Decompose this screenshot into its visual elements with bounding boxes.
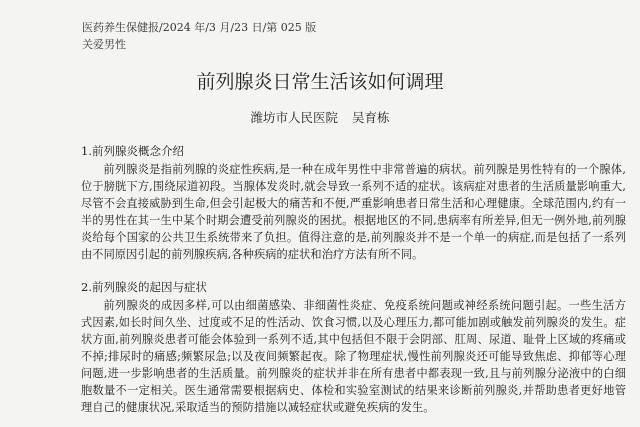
section-heading: 1.前列腺炎概念介绍	[81, 144, 184, 158]
source-line: 医药养生保健报/2024 年/3 月/23 日/第 025 版	[82, 21, 317, 34]
section-causes-symptoms	[81, 279, 626, 416]
section-body: 前列腺炎的成因多样,可以由细菌感染、非细菌性炎症、免疫系统问题或神经系统问题引起。一些生活方式因素,如长时间久坐、过度或不足的性活动、饮食习惯,以及心理压力,都可能加剧或触发前列腺炎的发生。症状方面,前列腺炎患者可能会体验到一系列不适,其中包括但不限于会阴部、肛周、尿道、耻骨上区域的疼痛或不掉;排尿时的痛感;频繁尿急;以及夜间频繁起夜。除了物理症状,慢性前列腺炎还可能导致焦虑、抑郁等心理问题,进一步影响患者的生活质量。前列腺炎的症状并非在所有患者中都表现一致,且与前列腺分泌液中的白细胞数量不一定相关。医生通常需要根据病史、体检和实验室测试的结果来诊断前列腺炎,并帮助患者更好地管理自己的健康状况,采取适当的预防措施以减轻症状或避免疾病的发生。	[81, 299, 626, 414]
section-body: 前列腺炎是指前列腺的炎症性疾病,是一种在成年男性中非常普遍的病状。前列腺是男性特有的一个腺体,位于膀胱下方,围绕尿道初段。当腺体发炎时,就会导致一系列不适的症状。该病症对患者的生活质量影响重大,尽管不会直接威胁到生命,但会引起极大的痛苦和不便,严重影响患者日常生活和心理健康。全球范围内,约有一半的男性在其一生中某个时期会遭受前列腺炎的困扰。根据地区的不同,患病率有所差异,但无一例外地,前列腺炎给每个国家的公共卫生系统带来了负担。值得注意的是,前列腺炎并不是一个单一的病症,而是包括了一系列由不同原因引起的前列腺疾病,各种疾病的症状和治疗方法有所不同。	[81, 163, 626, 261]
article-title: 前列腺炎日常生活该如何调理	[196, 71, 444, 93]
column-label: 关爱男性	[82, 38, 126, 51]
section-concept	[81, 143, 626, 263]
section-heading: 2.前列腺炎的起因与症状	[81, 280, 207, 294]
article-byline: 潍坊市人民医院 吴育栋	[250, 110, 390, 125]
